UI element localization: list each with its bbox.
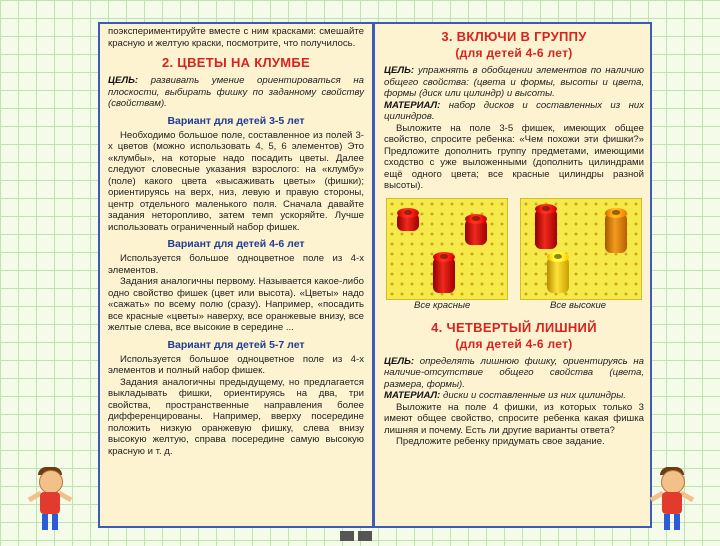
right-column: [376, 24, 650, 526]
section3-title: [384, 29, 644, 61]
section3-title-text: 3. ВКЛЮЧИ В ГРУППУ: [441, 29, 587, 44]
goal-text: развивать умение ориентироваться на плоскости, выбирать фишку по заданному свойству (свойствам).: [108, 75, 364, 109]
goal-label: ЦЕЛЬ:: [384, 355, 415, 367]
goal-label: ЦЕЛЬ:: [384, 65, 415, 76]
column-divider: [372, 24, 375, 526]
variant2-text1: Используется большое одноцветное поле из 4-х элементов.: [108, 253, 364, 276]
variant3-text2: Задания аналогичны предыдущему, но предлагается выкладывать фишки, ориентируясь на два, три свойства, пространственные направления более дифференцированы. Например, вверху посередине положить низкую оранжевую фишку, слева внизу высокую желтую, справа посередине самую высокую красную и т. д.: [108, 376, 364, 457]
variant1-title: Вариант для детей 3-5 лет: [167, 114, 305, 127]
section3-subtitle: (для детей 4-6 лет): [455, 46, 573, 60]
material-label: МАТЕРИАЛ:: [384, 390, 441, 401]
yellow-cylinder: [547, 257, 569, 293]
red-cylinder: [397, 213, 419, 231]
variant3-text1: Используется большое одноцветное поле из 4-х элементов и полный набор фишек.: [108, 353, 364, 376]
goal-text: определять лишнюю фишку, ориентируясь на наличие-отсутствие общего свойства (цвета, размера, формы).: [384, 355, 644, 390]
torso: [662, 492, 682, 514]
section4-body: Выложите на поле 4 фишки, из которых только 3 имеют общее свойство, спросите ребенка какая фишка лишняя и почему. Есть ли другие варианты ответа?: [384, 401, 644, 436]
goal-label: ЦЕЛЬ:: [108, 75, 139, 86]
torso: [40, 492, 60, 514]
section2-goal: [108, 75, 364, 110]
leg: [674, 514, 680, 530]
red-cylinder: [433, 257, 455, 293]
child-figure-right: [650, 470, 694, 534]
section3-goal: [384, 65, 644, 100]
closing-text: Предложите ребенку придумать свое задание.: [396, 436, 605, 447]
red-cylinder: [465, 219, 487, 245]
variant3-title: Вариант для детей 5-7 лет: [167, 338, 305, 351]
section4-goal: [384, 356, 644, 391]
material-text: диски и составленные из них цилиндры.: [443, 390, 626, 401]
section4-title: [384, 320, 644, 352]
orange-cylinder: [605, 213, 627, 253]
leg: [52, 514, 58, 530]
goal-text: упражнять в обобщении элементов по наличию общего свойства: (цвета и формы, высоты и цвета, формы (диск или цилиндр) и высоты.: [384, 65, 644, 99]
leg: [42, 514, 48, 530]
board-all-tall: [520, 198, 642, 300]
page-tab-marks: [340, 528, 380, 540]
leg: [664, 514, 670, 530]
caption-all-tall: Все высокие: [550, 299, 607, 311]
caption-all-red: Все красные: [414, 299, 471, 311]
section4-title-text: 4. ЧЕТВЕРТЫЙ ЛИШНИЙ: [431, 319, 597, 335]
left-column: [100, 24, 370, 526]
variant2-text2: Задания аналогичны первому. Называется какое-либо одно свойство фишек (цвет или высота). «Цветы» надо «сажать» по всему полю (сразу). Например, «посадить все красные «цветы» наверху, все оранжевые внизу, все желтые слева, все высокие в середине ...: [108, 276, 364, 333]
child-figure-left: [28, 470, 72, 534]
red-cylinder: [535, 209, 557, 249]
illustration: [384, 198, 644, 314]
section4-material: [384, 390, 644, 402]
section3-body: Выложите на поле 3-5 фишек, имеющих общее свойство, спросите ребенка: «Чем похожи эти фишки?» Предложите дополнить группу предметами, имеющими сходство с уже выложенными (дополнить цилиндрами ещё одного цвета; все красные цилиндры разной высоты).: [384, 122, 644, 191]
section3-material: [384, 100, 644, 123]
intro-text: поэкспериментируйте вместе с ним красками: смешайте красную и желтую краски, посмотрите, что получилось.: [108, 26, 364, 49]
section2-title: 2. ЦВЕТЫ НА КЛУМБЕ: [161, 55, 311, 70]
variant2-title: Вариант для детей 4-6 лет: [167, 238, 305, 250]
book-page: [98, 22, 652, 528]
material-label: МАТЕРИАЛ:: [384, 99, 441, 111]
section4-subtitle: (для детей 4-6 лет): [455, 336, 573, 351]
board-all-red: [386, 198, 508, 300]
variant1-text: Необходимо большое поле, составленное из полей 3-х цветов (можно использовать 4, 5, 6 элементов) Это «клумбы», на которые надо посадить цветы. Далее следуют словесные указания взрослого: на «клумбу» (поле) какого цвета «высаживать цветы» (фишки); ориентируясь на верх, низ, левую и правую стороны, центр отдельного маленького поля. Сначала давайте задания неторопливо, затем темп ускоряйте. Лучше использовать ограниченный набор фишек.: [108, 129, 364, 233]
material-text: набор дисков и составленных из них цилиндров.: [384, 99, 644, 122]
